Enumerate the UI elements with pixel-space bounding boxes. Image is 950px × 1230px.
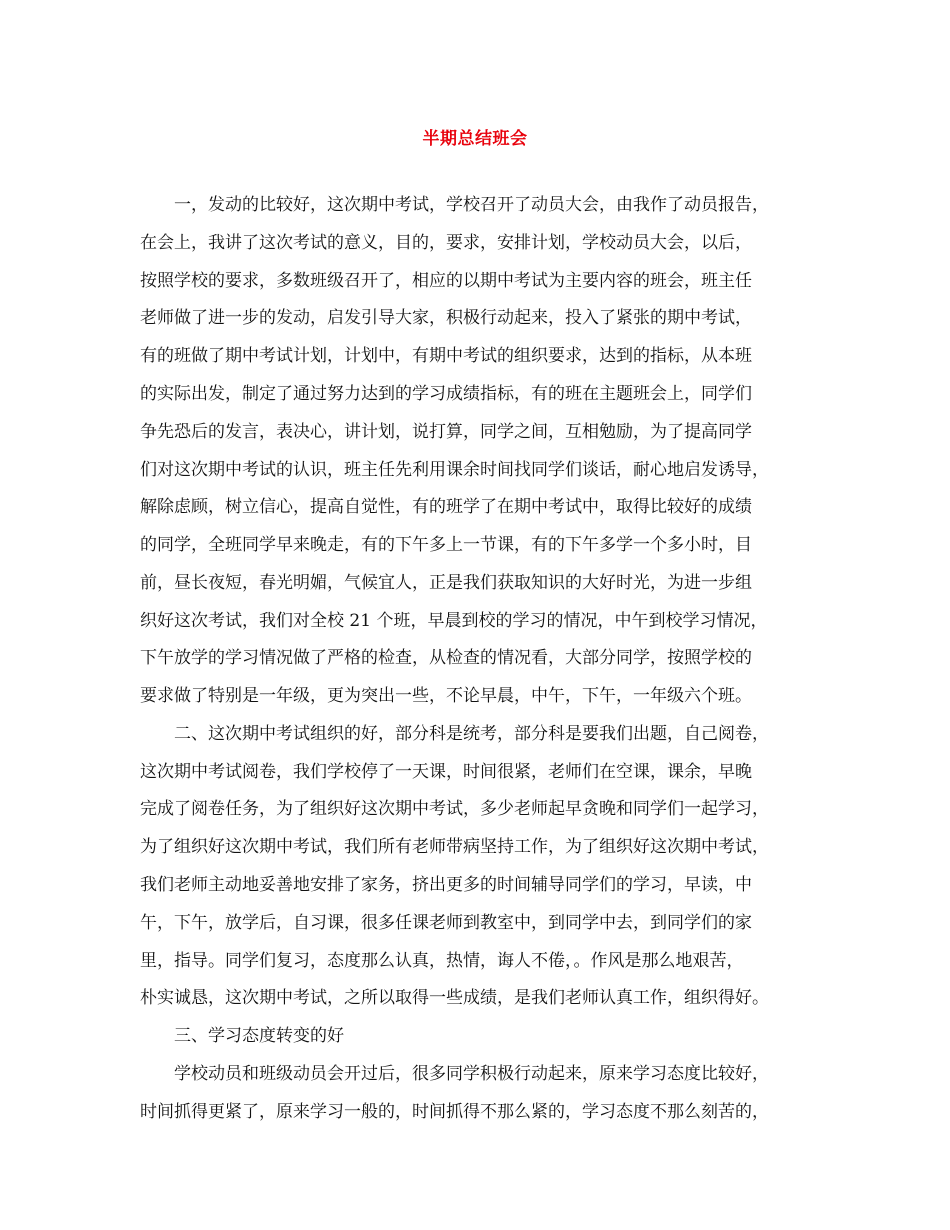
- section-heading: 三、学习态度转变的好: [174, 1026, 344, 1046]
- text-line: 的同学，全班同学早来晚走，有的下午多上一节课，有的下午多学一个多小时，目: [140, 535, 752, 555]
- text-line: 里，指导。同学们复习，态度那么认真，热情，诲人不倦，。作风是那么地艰苦，: [140, 951, 744, 971]
- text-line: 为了组织好这次期中考试，我们所有老师带病坚持工作，为了组织好这次期中考试，: [140, 837, 769, 857]
- text-line: 一，发动的比较好，这次期中考试，学校召开了动员大会，由我作了动员报告，: [174, 195, 769, 215]
- text-line: 下午放学的学习情况做了严格的检查，从检查的情况看，大部分同学，按照学校的: [140, 648, 752, 668]
- text-line: 时间抓得更紧了，原来学习一般的，时间抓得不那么紧的，学习态度不那么刻苦的，: [140, 1102, 769, 1122]
- text-line: 朴实诚恳，这次期中考试，之所以取得一些成绩，是我们老师认真工作，组织得好。: [140, 988, 769, 1008]
- text-line: 老师做了进一步的发动，启发引导大家，积极行动起来，投入了紧张的期中考试，: [140, 308, 752, 328]
- text-line: 二、这次期中考试组织的好，部分科是统考，部分科是要我们出题，自己阅卷，: [174, 724, 769, 744]
- text-line: 在会上，我讲了这次考试的意义，目的，要求，安排计划，学校动员大会，以后，: [140, 233, 752, 253]
- text-line: 午，下午，放学后，自习课，很多任课老师到教室中，到同学中去，到同学们的家: [140, 913, 752, 933]
- document-title: 半期总结班会: [422, 129, 528, 149]
- text-line: 这次期中考试阅卷，我们学校停了一天课，时间很紧，老师们在空课，课余，早晚: [140, 762, 752, 782]
- text-line: 争先恐后的发言，表决心，讲计划，说打算，同学之间，互相勉励，为了提高同学: [140, 422, 752, 442]
- text-line: 按照学校的要求，多数班级召开了，相应的以期中考试为主要内容的班会，班主任: [140, 271, 752, 291]
- text-line: 有的班做了期中考试计划，计划中，有期中考试的组织要求，达到的指标，从本班: [140, 346, 752, 366]
- text-line: 织好这次考试，我们对全校 21 个班，早晨到校的学习的情况，中午到校学习情况，: [140, 611, 768, 631]
- text-line: 的实际出发，制定了通过努力达到的学习成绩指标，有的班在主题班会上，同学们: [140, 384, 752, 404]
- text-line: 学校动员和班级动员会开过后，很多同学积极行动起来，原来学习态度比较好，: [174, 1064, 769, 1084]
- text-line: 完成了阅卷任务，为了组织好这次期中考试，多少老师起早贪晚和同学们一起学习，: [140, 799, 769, 819]
- text-line: 要求做了特别是一年级，更为突出一些，不论早晨，中午，下午，一年级六个班。: [140, 686, 752, 706]
- text-line: 解除虑顾，树立信心，提高自觉性，有的班学了在期中考试中，取得比较好的成绩: [140, 497, 752, 517]
- text-line: 前，昼长夜短，春光明媚，气候宜人，正是我们获取知识的大好时光，为进一步组: [140, 573, 752, 593]
- text-line: 我们老师主动地妥善地安排了家务，挤出更多的时间辅导同学们的学习，早读，中: [140, 875, 752, 895]
- text-line: 们对这次期中考试的认识，班主任先利用课余时间找同学们谈话，耐心地启发诱导，: [140, 460, 769, 480]
